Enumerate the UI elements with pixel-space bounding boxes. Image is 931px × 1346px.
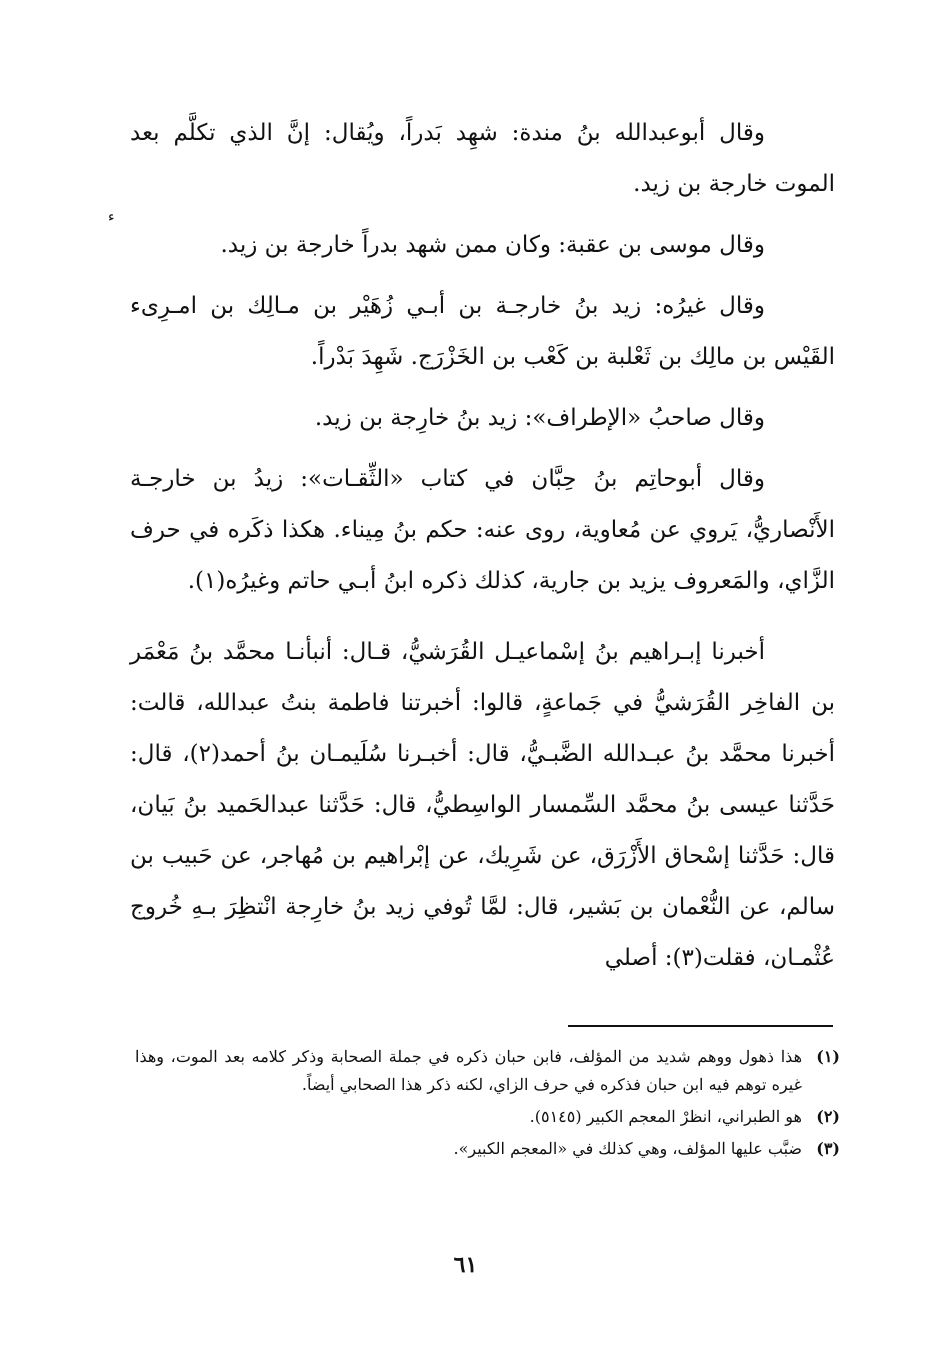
paragraph-gap xyxy=(130,607,835,627)
footnote-number: (١) xyxy=(816,1047,840,1066)
paragraph-ibn-manda: وقال أبوعبدالله بنُ مندة: شهِد بَدراً، ويُقال: إنَّ الذي تكلَّم بعد الموت خارجة بن زيد. xyxy=(130,120,835,197)
footnote-separator xyxy=(568,1025,833,1027)
footnote-text: ضبَّب عليها المؤلف، وهي كذلك في «المعجم الكبير». xyxy=(453,1139,802,1158)
footnote-text: هذا ذهول ووهم شديد من المؤلف، فابن حبان ذكره في جملة الصحابة وذكر كلامه بعد الموت، وهذا غيره توهم فيه ابن حبان فذكره في حرف الزاي، لكنه ذكر هذا الصحابي أيضاً. xyxy=(135,1047,802,1094)
footnote-2 xyxy=(135,1103,840,1131)
paragraph-others: وقال غيرُه: زيد بنُ خارجـة بن أبـي زُهَيْر بن مـالِك بن امـرِىء القَيْس بن مالِك بن ثَعْلبة بن كَعْب بن الخَزْرَج. شَهِدَ بَدْراً. xyxy=(130,293,835,370)
page-number: ٦١ xyxy=(453,1252,478,1278)
footnote-1 xyxy=(135,1043,840,1099)
footnotes xyxy=(135,1043,840,1167)
stray-mark: ء xyxy=(108,209,115,225)
footnote-number: (٣) xyxy=(816,1139,840,1158)
paragraph-isnad: أخبرنا إبـراهيم بنُ إسْماعيـل القُرَشيُّ، قـال: أنبأنـا محمَّد بنُ مَعْمَر بن الفاخِر القُرَشيُّ في جَماعةٍ، قالوا: أخبرتنا فاطمة بنتُ عبدالله، قالت: أخبرنا محمَّد بنُ عبـدالله الضَّبـيُّ، قال: أخبـرنا سُلَيمـان بنُ أحمد(٢)، قال: حَدَّثنا عيسى بنُ محمَّد السِّمسار الواسِطيُّ، قال: حَدَّثنا عبدالحَميد بنُ بَيان، قال: حَدَّثنا إسْحاق الأَزْرَق، عن شَرِيك، عن إبْراهيم بن مُهاجر، عن حَبيب بن سالم، عن النُّعْمان بن بَشير، قال: لمَّا تُوفي زيد بنُ خارِجة انْتظِرَ بـهِ خُروج عُثْمـان، فقلت(٣): أصلي xyxy=(130,639,836,971)
footnote-number: (٢) xyxy=(816,1107,840,1126)
footnote-3 xyxy=(135,1135,840,1163)
paragraph-ibn-hibban: وقال أبوحاتِم بنُ حِبَّان في كتاب «الثِّقـات»: زيدُ بن خارجـة الأَنْصاريُّ، يَروي عن مُعاوية، روى عنه: حكم بنُ مِيناء. هكذا ذكَره في حرف الزَّاي، والمَعروف يزيد بن جارية، كذلك ذكره ابنُ أبـي حاتم وغيرُه(١). xyxy=(130,466,835,594)
paragraph-sahib-al-itraf: وقال صاحبُ «الإطراف»: زيد بنُ خارِجة بن زيد. xyxy=(314,405,765,431)
paragraph-gap xyxy=(130,271,835,281)
paragraph-gap xyxy=(130,444,835,454)
paragraph-gap xyxy=(130,383,835,393)
paragraph-gap xyxy=(130,210,835,220)
footnote-text: هو الطبراني، انظرْ المعجم الكبير (٥١٤٥). xyxy=(529,1107,802,1126)
paragraph-musa-ibn-uqba: وقال موسى بن عقبة: وكان ممن شهد بدراً خارجة بن زيد. xyxy=(220,232,765,258)
main-text xyxy=(130,108,835,984)
